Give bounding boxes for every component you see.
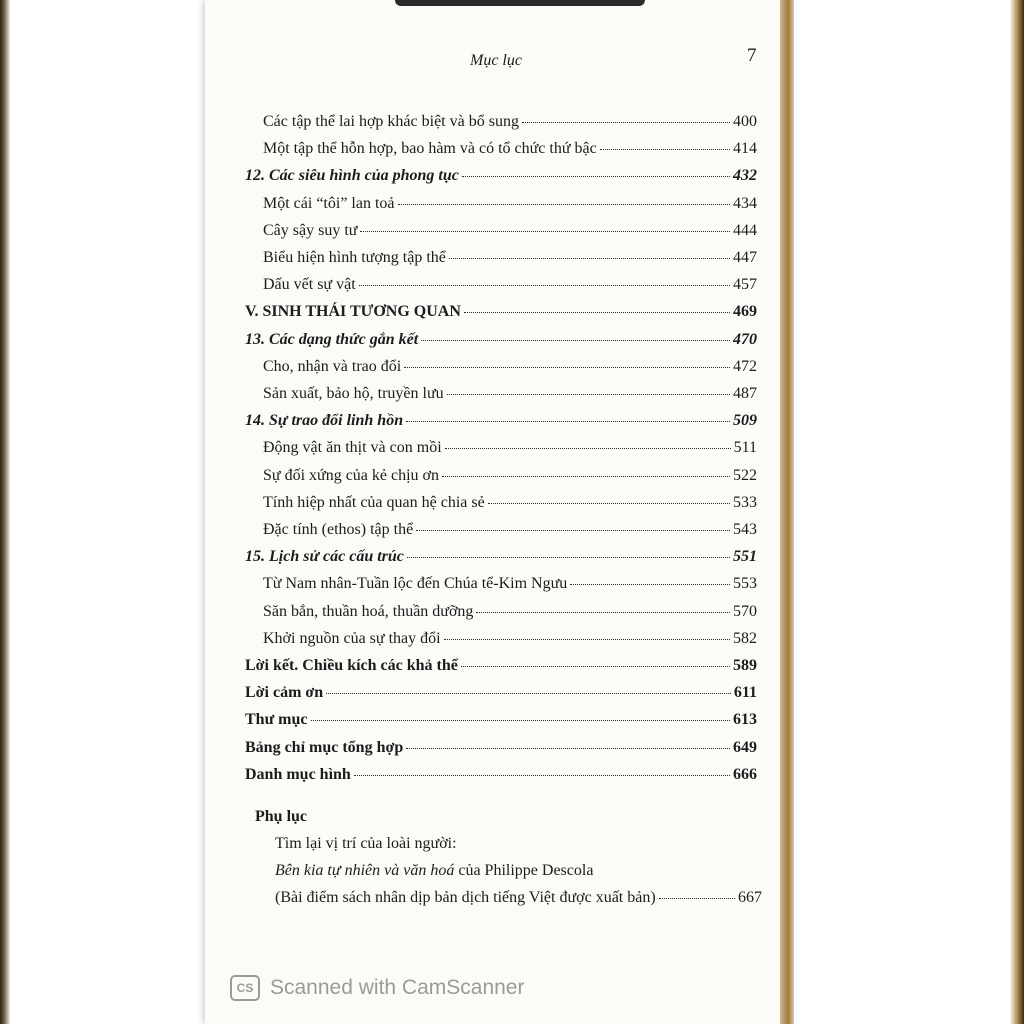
toc-entry-page: 444 bbox=[733, 222, 757, 239]
appendix-entry bbox=[275, 889, 762, 907]
toc-entry-label: 15. Lịch sử các cấu trúc bbox=[245, 548, 404, 565]
toc-entry bbox=[245, 657, 757, 675]
toc-entry-page: 613 bbox=[733, 711, 757, 728]
toc-entry bbox=[245, 739, 757, 757]
toc-entry-page: 432 bbox=[733, 167, 757, 184]
appendix-line-2 bbox=[275, 862, 593, 880]
leader-dots bbox=[407, 557, 730, 558]
toc-entry-page: 543 bbox=[733, 521, 757, 538]
watermark-text: Scanned with CamScanner bbox=[270, 976, 525, 999]
leader-dots bbox=[442, 476, 730, 477]
toc-entry-page: 470 bbox=[733, 331, 757, 348]
toc-entry bbox=[245, 303, 757, 321]
leader-dots bbox=[449, 258, 730, 259]
leader-dots bbox=[406, 748, 730, 749]
leader-dots bbox=[522, 122, 730, 123]
appendix-heading: Phụ lục bbox=[255, 808, 308, 825]
leader-dots bbox=[659, 898, 735, 899]
toc-entry-label: 13. Các dạng thức gắn kết bbox=[245, 331, 419, 348]
leader-dots bbox=[462, 176, 730, 177]
book-top-strip bbox=[395, 0, 645, 6]
appendix-book-title: Bên kia tự nhiên và văn hoá bbox=[275, 862, 455, 879]
toc-entry-page: 447 bbox=[733, 249, 757, 266]
toc-entry-page: 589 bbox=[733, 657, 757, 674]
toc-entry-page: 472 bbox=[733, 358, 757, 375]
toc-entry bbox=[263, 113, 757, 131]
toc-entry-label: Dấu vết sự vật bbox=[263, 276, 356, 293]
toc-entry-page: 649 bbox=[733, 739, 757, 756]
leader-dots bbox=[360, 231, 730, 232]
toc-entry bbox=[263, 575, 757, 593]
leader-dots bbox=[404, 367, 730, 368]
toc-entry-label: Săn bắn, thuần hoá, thuần dưỡng bbox=[263, 603, 474, 620]
camscanner-logo-icon: CS bbox=[230, 975, 260, 1001]
toc-entry bbox=[245, 684, 757, 702]
appendix-line-1: Tìm lại vị trí của loài người: bbox=[275, 835, 457, 852]
toc-entry bbox=[263, 439, 757, 457]
toc-entry-label: Sự đối xứng của kẻ chịu ơn bbox=[263, 467, 439, 484]
toc-entry bbox=[263, 140, 757, 158]
toc-entry-label: Cho, nhận và trao đổi bbox=[263, 358, 402, 375]
toc-entry bbox=[245, 412, 757, 430]
toc-entry bbox=[263, 630, 757, 648]
leader-dots bbox=[326, 693, 731, 694]
leader-dots bbox=[416, 530, 730, 531]
toc-entry-page: 553 bbox=[733, 575, 757, 592]
toc-entry bbox=[245, 711, 757, 729]
toc-entry-label: Các tập thể lai hợp khác biệt và bổ sung bbox=[263, 113, 519, 130]
toc-entry bbox=[263, 249, 757, 267]
toc-entry-label: Một tập thể hỗn hợp, bao hàm và có tổ chức thứ bậc bbox=[263, 140, 597, 157]
book-edge-left bbox=[0, 0, 10, 1024]
toc-entry-label: Từ Nam nhân-Tuần lộc đến Chúa tể-Kim Ngưu bbox=[263, 575, 568, 592]
toc-entry-label: V. SINH THÁI TƯƠNG QUAN bbox=[245, 303, 461, 320]
toc-entry-page: 533 bbox=[733, 494, 757, 511]
leader-dots bbox=[464, 312, 730, 313]
leader-dots bbox=[444, 639, 730, 640]
leader-dots bbox=[354, 775, 730, 776]
toc-entry bbox=[263, 467, 757, 485]
toc-entry-page: 582 bbox=[733, 630, 757, 647]
toc-entry-page: 551 bbox=[733, 548, 757, 565]
toc-entry bbox=[263, 358, 757, 376]
toc-entry-label: Cây sậy suy tư bbox=[263, 222, 358, 239]
toc-entry-label: Danh mục hình bbox=[245, 766, 351, 783]
toc-entry bbox=[263, 494, 757, 512]
toc-entry-label: Một cái “tôi” lan toả bbox=[263, 195, 395, 212]
leader-dots bbox=[570, 584, 730, 585]
leader-dots bbox=[359, 285, 730, 286]
running-title: Mục lục bbox=[470, 52, 522, 69]
toc-entry-label: 12. Các siêu hình của phong tục bbox=[245, 167, 459, 184]
toc-entry-label: Khởi nguồn của sự thay đổi bbox=[263, 630, 441, 647]
book-page-edge-right bbox=[780, 0, 794, 1024]
toc-entry bbox=[245, 766, 757, 784]
appendix-author: của Philippe Descola bbox=[454, 862, 594, 879]
toc-entry bbox=[245, 548, 757, 566]
toc-entry-label: Đặc tính (ethos) tập thể bbox=[263, 521, 414, 538]
leader-dots bbox=[398, 204, 730, 205]
leader-dots bbox=[445, 448, 731, 449]
toc-entry-page: 457 bbox=[733, 276, 757, 293]
toc-entry-label: Lời kết. Chiều kích các khả thể bbox=[245, 657, 458, 674]
toc-entry bbox=[263, 276, 757, 294]
page-number: 7 bbox=[747, 45, 757, 66]
toc-entry-page: 667 bbox=[738, 889, 762, 906]
toc-entry-page: 611 bbox=[733, 684, 757, 701]
leader-dots bbox=[421, 340, 730, 341]
toc-entry-page: 509 bbox=[733, 412, 757, 429]
book-edge-right bbox=[1010, 0, 1024, 1024]
leader-dots bbox=[600, 149, 730, 150]
toc-entry bbox=[263, 195, 757, 213]
toc-entry bbox=[263, 385, 757, 403]
toc-entry-page: 469 bbox=[733, 303, 757, 320]
toc-entry-page: 666 bbox=[733, 766, 757, 783]
toc-entry-page: 400 bbox=[733, 113, 757, 130]
camscanner-watermark bbox=[230, 975, 524, 1001]
toc-entry-page: 434 bbox=[733, 195, 757, 212]
toc-entry bbox=[263, 603, 757, 621]
toc-entry-page: 522 bbox=[733, 467, 757, 484]
toc-entry-label: Sản xuất, bảo hộ, truyền lưu bbox=[263, 385, 444, 402]
toc-entry bbox=[245, 167, 757, 185]
toc-entry-page: 414 bbox=[733, 140, 757, 157]
toc-entry-label: Tính hiệp nhất của quan hệ chia sẻ bbox=[263, 494, 485, 511]
toc-entry-label: Biểu hiện hình tượng tập thể bbox=[263, 249, 446, 266]
toc-entry bbox=[245, 331, 757, 349]
toc-entry-page: 511 bbox=[733, 439, 757, 456]
leader-dots bbox=[447, 394, 730, 395]
toc-entry bbox=[263, 521, 757, 539]
leader-dots bbox=[461, 666, 730, 667]
toc-entry-label: Động vật ăn thịt và con mồi bbox=[263, 439, 442, 456]
toc-entry-label: (Bài điểm sách nhân dịp bản dịch tiếng Việt được xuất bản) bbox=[275, 889, 656, 906]
leader-dots bbox=[488, 503, 730, 504]
leader-dots bbox=[476, 612, 730, 613]
toc-entry-page: 487 bbox=[733, 385, 757, 402]
leader-dots bbox=[406, 421, 730, 422]
toc-entry bbox=[263, 222, 757, 240]
toc-entry-label: 14. Sự trao đổi linh hồn bbox=[245, 412, 404, 429]
toc-entry-label: Bảng chỉ mục tổng hợp bbox=[245, 739, 404, 756]
leader-dots bbox=[311, 720, 731, 721]
toc-entry-label: Thư mục bbox=[245, 711, 308, 728]
toc-entry-label: Lời cảm ơn bbox=[245, 684, 324, 701]
toc-entry-page: 570 bbox=[733, 603, 757, 620]
